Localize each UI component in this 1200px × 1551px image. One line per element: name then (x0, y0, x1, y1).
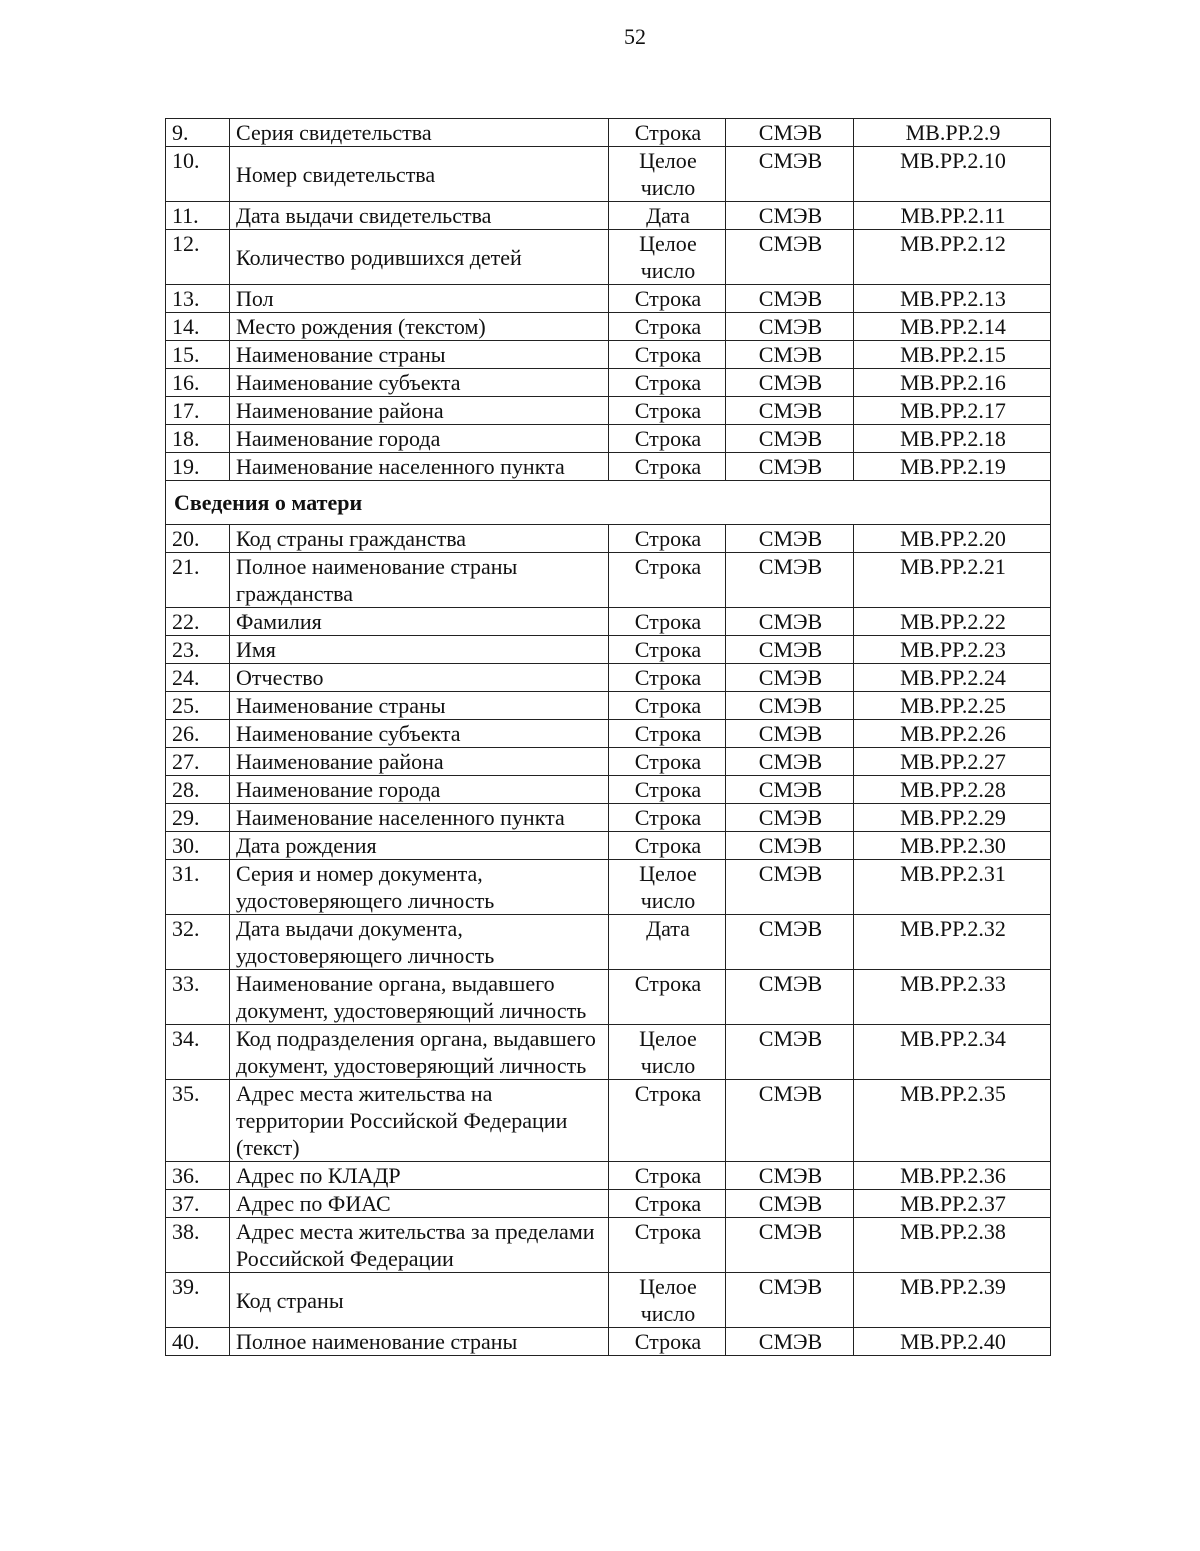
table-body-part1 (166, 119, 1051, 481)
table-row (166, 636, 1051, 664)
data-source: СМЭВ (726, 119, 854, 147)
attribute-name: Код страны (230, 1273, 609, 1328)
data-source: СМЭВ (726, 313, 854, 341)
attribute-name: Количество родившихся детей (230, 230, 609, 285)
attribute-code: MB.PP.2.35 (854, 1080, 1051, 1162)
attribute-name: Наименование страны (230, 692, 609, 720)
data-source: СМЭВ (726, 202, 854, 230)
attribute-code: MB.PP.2.14 (854, 313, 1051, 341)
data-type: Строка (609, 970, 726, 1025)
data-type: Строка (609, 1328, 726, 1356)
table-body-part2 (166, 525, 1051, 1356)
table-row (166, 425, 1051, 453)
attribute-code: MB.PP.2.9 (854, 119, 1051, 147)
row-number: 34. (166, 1025, 230, 1080)
attribute-code: MB.PP.2.11 (854, 202, 1051, 230)
data-source: СМЭВ (726, 147, 854, 202)
data-type: Строка (609, 285, 726, 313)
data-source: СМЭВ (726, 1025, 854, 1080)
data-type: Строка (609, 804, 726, 832)
data-source: СМЭВ (726, 860, 854, 915)
row-number: 40. (166, 1328, 230, 1356)
attribute-code: MB.PP.2.13 (854, 285, 1051, 313)
row-number: 16. (166, 369, 230, 397)
attribute-name: Место рождения (текстом) (230, 313, 609, 341)
row-number: 29. (166, 804, 230, 832)
attribute-code: MB.PP.2.32 (854, 915, 1051, 970)
row-number: 17. (166, 397, 230, 425)
table-row (166, 748, 1051, 776)
data-type: Строка (609, 664, 726, 692)
attribute-code: MB.PP.2.28 (854, 776, 1051, 804)
data-source: СМЭВ (726, 341, 854, 369)
data-type: Целое число (609, 860, 726, 915)
data-source: СМЭВ (726, 915, 854, 970)
data-type: Строка (609, 608, 726, 636)
row-number: 9. (166, 119, 230, 147)
table-row (166, 664, 1051, 692)
table-row (166, 453, 1051, 481)
table-row (166, 119, 1051, 147)
data-source: СМЭВ (726, 720, 854, 748)
attribute-name: Наименование района (230, 397, 609, 425)
table-row (166, 970, 1051, 1025)
data-source: СМЭВ (726, 692, 854, 720)
data-type: Строка (609, 1080, 726, 1162)
row-number: 27. (166, 748, 230, 776)
row-number: 35. (166, 1080, 230, 1162)
attributes-table (165, 118, 1051, 1356)
row-number: 12. (166, 230, 230, 285)
table-row (166, 397, 1051, 425)
attribute-code: MB.PP.2.37 (854, 1190, 1051, 1218)
data-type: Строка (609, 692, 726, 720)
table-row (166, 776, 1051, 804)
section-title: Сведения о матери (166, 481, 1051, 525)
data-source: СМЭВ (726, 525, 854, 553)
data-type: Дата (609, 915, 726, 970)
attribute-name: Наименование населенного пункта (230, 804, 609, 832)
row-number: 39. (166, 1273, 230, 1328)
row-number: 26. (166, 720, 230, 748)
data-type: Целое число (609, 1273, 726, 1328)
table-row (166, 832, 1051, 860)
data-source: СМЭВ (726, 970, 854, 1025)
attribute-name: Дата выдачи свидетельства (230, 202, 609, 230)
table-row (166, 1328, 1051, 1356)
data-type: Целое число (609, 1025, 726, 1080)
attribute-code: MB.PP.2.38 (854, 1218, 1051, 1273)
row-number: 31. (166, 860, 230, 915)
row-number: 38. (166, 1218, 230, 1273)
table-row (166, 1162, 1051, 1190)
table-row (166, 1025, 1051, 1080)
data-source: СМЭВ (726, 553, 854, 608)
row-number: 19. (166, 453, 230, 481)
attribute-code: MB.PP.2.22 (854, 608, 1051, 636)
attribute-code: MB.PP.2.27 (854, 748, 1051, 776)
attribute-name: Серия и номер документа, удостоверяющего личность (230, 860, 609, 915)
attribute-code: MB.PP.2.30 (854, 832, 1051, 860)
row-number: 14. (166, 313, 230, 341)
data-type: Строка (609, 776, 726, 804)
attribute-name: Адрес по КЛАДР (230, 1162, 609, 1190)
row-number: 13. (166, 285, 230, 313)
section-row (166, 481, 1051, 525)
attribute-code: MB.PP.2.17 (854, 397, 1051, 425)
attribute-code: MB.PP.2.16 (854, 369, 1051, 397)
table-row (166, 147, 1051, 202)
table-row (166, 230, 1051, 285)
attribute-code: MB.PP.2.34 (854, 1025, 1051, 1080)
data-source: СМЭВ (726, 608, 854, 636)
row-number: 28. (166, 776, 230, 804)
row-number: 25. (166, 692, 230, 720)
data-type: Строка (609, 832, 726, 860)
row-number: 32. (166, 915, 230, 970)
row-number: 20. (166, 525, 230, 553)
data-type: Дата (609, 202, 726, 230)
attribute-name: Пол (230, 285, 609, 313)
data-type: Строка (609, 553, 726, 608)
row-number: 22. (166, 608, 230, 636)
table-row (166, 720, 1051, 748)
row-number: 23. (166, 636, 230, 664)
attribute-code: MB.PP.2.36 (854, 1162, 1051, 1190)
table-row (166, 692, 1051, 720)
data-type: Строка (609, 720, 726, 748)
table-row (166, 860, 1051, 915)
attribute-code: MB.PP.2.15 (854, 341, 1051, 369)
table-row (166, 1273, 1051, 1328)
attribute-code: MB.PP.2.19 (854, 453, 1051, 481)
row-number: 15. (166, 341, 230, 369)
attribute-name: Наименование органа, выдавшего документ, удостоверяющий личность (230, 970, 609, 1025)
data-type: Целое число (609, 147, 726, 202)
data-source: СМЭВ (726, 369, 854, 397)
attribute-code: MB.PP.2.26 (854, 720, 1051, 748)
data-source: СМЭВ (726, 804, 854, 832)
table-row (166, 313, 1051, 341)
table-row (166, 608, 1051, 636)
data-type: Строка (609, 1218, 726, 1273)
data-source: СМЭВ (726, 397, 854, 425)
attribute-code: MB.PP.2.18 (854, 425, 1051, 453)
attribute-name: Код страны гражданства (230, 525, 609, 553)
attribute-name: Код подразделения органа, выдавшего документ, удостоверяющий личность (230, 1025, 609, 1080)
row-number: 24. (166, 664, 230, 692)
attribute-name: Наименование района (230, 748, 609, 776)
attribute-name: Наименование населенного пункта (230, 453, 609, 481)
data-source: СМЭВ (726, 636, 854, 664)
data-type: Строка (609, 341, 726, 369)
data-source: СМЭВ (726, 1080, 854, 1162)
table-section-header (166, 481, 1051, 525)
table-row (166, 915, 1051, 970)
row-number: 11. (166, 202, 230, 230)
data-source: СМЭВ (726, 230, 854, 285)
attribute-name: Адрес по ФИАС (230, 1190, 609, 1218)
row-number: 18. (166, 425, 230, 453)
page-number: 52 (624, 24, 646, 49)
row-number: 10. (166, 147, 230, 202)
data-type: Строка (609, 119, 726, 147)
row-number: 37. (166, 1190, 230, 1218)
table-row (166, 1190, 1051, 1218)
data-type: Строка (609, 1162, 726, 1190)
data-type: Целое число (609, 230, 726, 285)
table-row (166, 525, 1051, 553)
data-source: СМЭВ (726, 748, 854, 776)
row-number: 33. (166, 970, 230, 1025)
attribute-name: Полное наименование страны (230, 1328, 609, 1356)
attribute-code: MB.PP.2.29 (854, 804, 1051, 832)
attribute-name: Имя (230, 636, 609, 664)
data-source: СМЭВ (726, 1328, 854, 1356)
attribute-code: MB.PP.2.23 (854, 636, 1051, 664)
attribute-name: Наименование города (230, 425, 609, 453)
attribute-name: Дата выдачи документа, удостоверяющего личность (230, 915, 609, 970)
attribute-name: Полное наименование страны гражданства (230, 553, 609, 608)
data-source: СМЭВ (726, 285, 854, 313)
data-source: СМЭВ (726, 832, 854, 860)
data-source: СМЭВ (726, 453, 854, 481)
data-source: СМЭВ (726, 1190, 854, 1218)
attribute-name: Наименование города (230, 776, 609, 804)
attribute-code: MB.PP.2.24 (854, 664, 1051, 692)
attribute-code: MB.PP.2.25 (854, 692, 1051, 720)
data-source: СМЭВ (726, 1218, 854, 1273)
data-type: Строка (609, 1190, 726, 1218)
attribute-name: Дата рождения (230, 832, 609, 860)
attribute-name: Номер свидетельства (230, 147, 609, 202)
table-row (166, 1218, 1051, 1273)
data-type: Строка (609, 636, 726, 664)
data-source: СМЭВ (726, 776, 854, 804)
attribute-code: MB.PP.2.39 (854, 1273, 1051, 1328)
attribute-name: Фамилия (230, 608, 609, 636)
data-type: Строка (609, 748, 726, 776)
attribute-code: MB.PP.2.31 (854, 860, 1051, 915)
attribute-code: MB.PP.2.33 (854, 970, 1051, 1025)
row-number: 30. (166, 832, 230, 860)
attribute-code: MB.PP.2.21 (854, 553, 1051, 608)
data-source: СМЭВ (726, 664, 854, 692)
data-type: Строка (609, 369, 726, 397)
attribute-name: Отчество (230, 664, 609, 692)
data-type: Строка (609, 453, 726, 481)
row-number: 21. (166, 553, 230, 608)
data-type: Строка (609, 425, 726, 453)
attribute-code: MB.PP.2.12 (854, 230, 1051, 285)
table-row (166, 553, 1051, 608)
table-row (166, 341, 1051, 369)
data-type: Строка (609, 313, 726, 341)
attribute-code: MB.PP.2.20 (854, 525, 1051, 553)
data-source: СМЭВ (726, 425, 854, 453)
table-row (166, 285, 1051, 313)
table-row (166, 1080, 1051, 1162)
attribute-code: MB.PP.2.10 (854, 147, 1051, 202)
data-type: Строка (609, 525, 726, 553)
attribute-code: MB.PP.2.40 (854, 1328, 1051, 1356)
data-source: СМЭВ (726, 1162, 854, 1190)
attribute-name: Серия свидетельства (230, 119, 609, 147)
table-row (166, 369, 1051, 397)
table-row (166, 804, 1051, 832)
attribute-name: Адрес места жительства на территории Российской Федерации (текст) (230, 1080, 609, 1162)
data-type: Строка (609, 397, 726, 425)
attribute-name: Наименование субъекта (230, 720, 609, 748)
row-number: 36. (166, 1162, 230, 1190)
attribute-name: Наименование страны (230, 341, 609, 369)
attribute-name: Адрес места жительства за пределами Российской Федерации (230, 1218, 609, 1273)
data-source: СМЭВ (726, 1273, 854, 1328)
attribute-name: Наименование субъекта (230, 369, 609, 397)
table-row (166, 202, 1051, 230)
